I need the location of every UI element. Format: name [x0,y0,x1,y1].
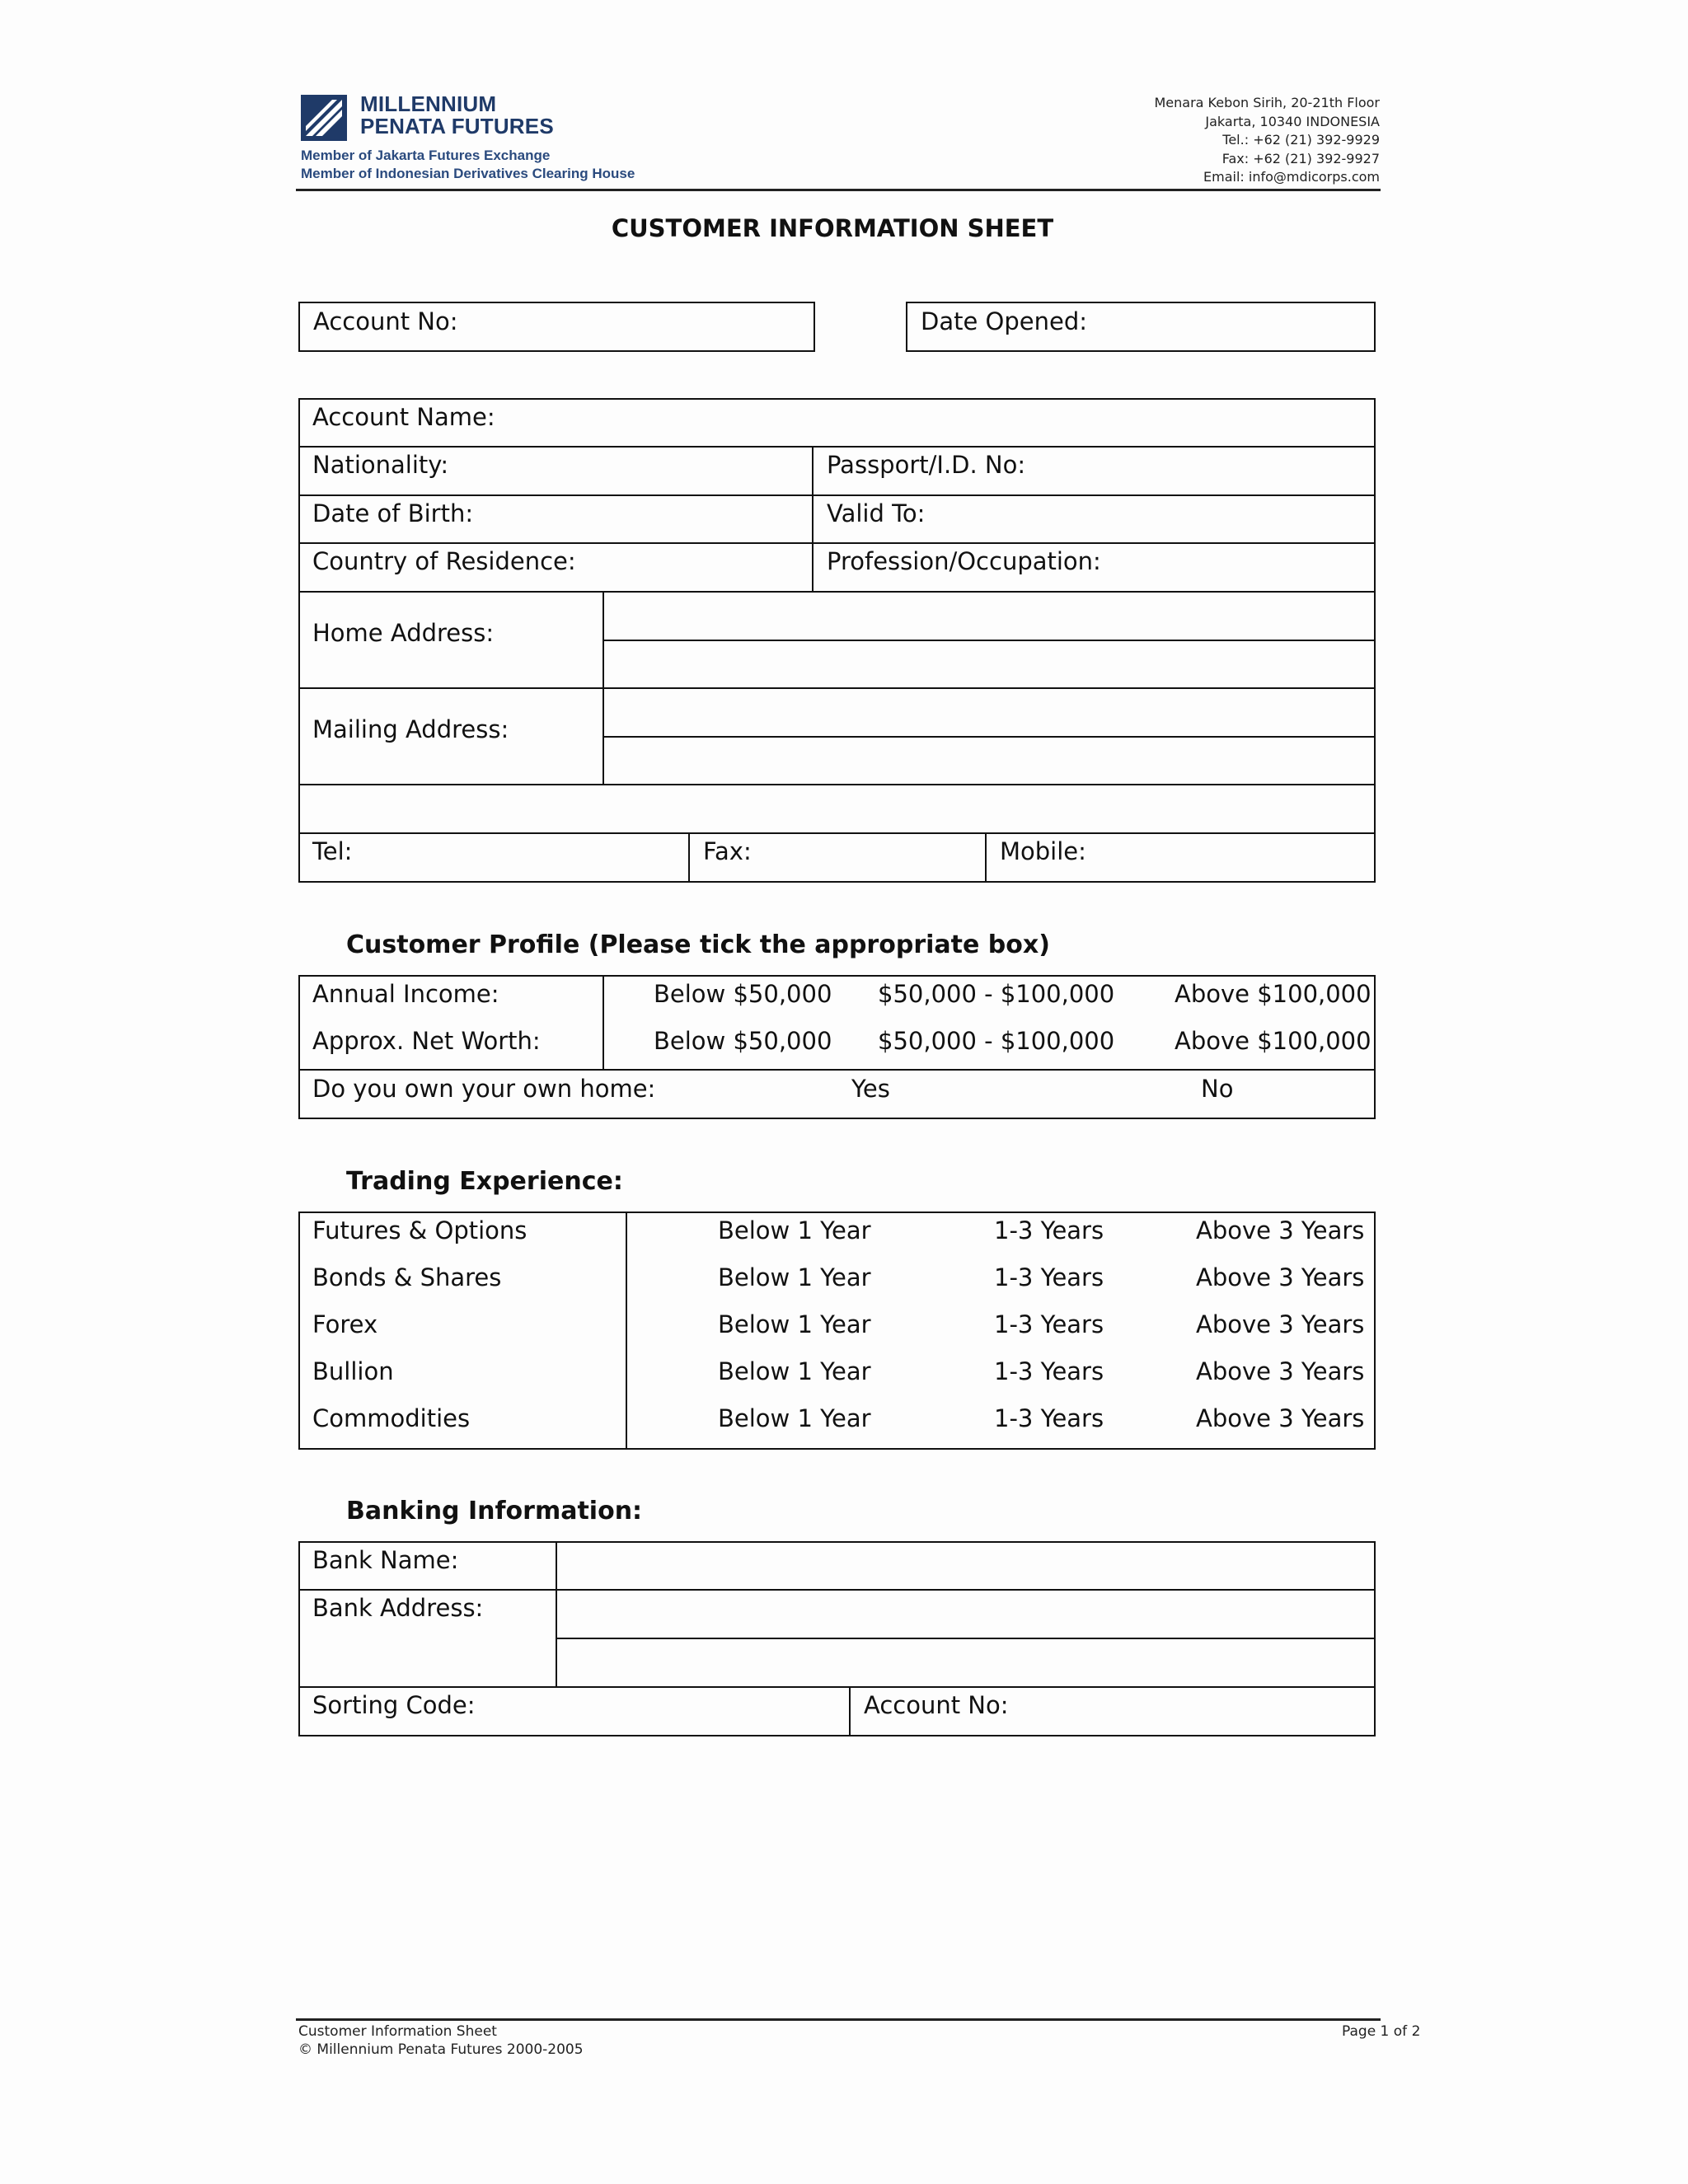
divider [298,494,1376,496]
net-worth-option-above-100k[interactable]: Above $100,000 [1175,1027,1372,1055]
trading-option-above-3-years[interactable]: Above 3 Years [1196,1216,1365,1244]
annual-income-label: Annual Income: [312,980,499,1008]
dob-label: Date of Birth: [312,499,474,527]
trading-option-above-3-years[interactable]: Above 3 Years [1196,1404,1365,1432]
mailing-address-field[interactable] [604,689,1376,784]
trading-row-label: Commodities [312,1404,471,1432]
account-no-label: Account No: [313,307,458,335]
bank-name-label: Bank Name: [312,1546,459,1574]
country-label: Country of Residence: [312,547,576,575]
fax-label: Fax: [703,837,752,865]
nationality-label: Nationality: [312,451,449,479]
address-line: Email: info@mdicorps.com [1203,169,1380,185]
mobile-label: Mobile: [1000,837,1086,865]
bank-account-no-label: Account No: [864,1691,1009,1719]
trading-option-below-1-year[interactable]: Below 1 Year [718,1310,871,1338]
trading-option-1-3-years[interactable]: 1-3 Years [994,1310,1104,1338]
bank-address-label: Bank Address: [312,1594,484,1622]
trading-row-label: Futures & Options [312,1216,528,1244]
banking-information-title: Banking Information: [346,1497,643,1526]
trading-option-below-1-year[interactable]: Below 1 Year [718,1404,871,1432]
home-address-field[interactable] [604,593,1376,687]
date-opened-label: Date Opened: [921,307,1088,335]
footer-copyright: © Millennium Penata Futures 2000-2005 [298,2041,584,2058]
trading-option-below-1-year[interactable]: Below 1 Year [718,1216,871,1244]
own-home-label: Do you own your own home: [312,1075,656,1103]
divider [298,1686,1376,1688]
net-worth-label: Approx. Net Worth: [312,1027,541,1055]
trading-row-label: Bullion [312,1357,394,1385]
income-option-50k-100k[interactable]: $50,000 - $100,000 [878,980,1115,1008]
divider [626,1212,627,1450]
divider [688,832,690,883]
account-name-field[interactable] [298,398,1376,446]
company-logo-icon [301,95,347,141]
divider [298,542,1376,544]
valid-to-label: Valid To: [827,499,926,527]
profession-label: Profession/Occupation: [827,547,1101,575]
trading-experience-title: Trading Experience: [346,1167,623,1196]
divider [985,832,987,883]
net-worth-option-below-50k[interactable]: Below $50,000 [654,1027,832,1055]
own-home-yes-option[interactable]: Yes [851,1075,890,1103]
trading-option-1-3-years[interactable]: 1-3 Years [994,1263,1104,1291]
company-name-line2: PENATA FUTURES [360,114,554,138]
bank-name-field[interactable] [557,1543,1376,1589]
trading-option-above-3-years[interactable]: Above 3 Years [1196,1357,1365,1385]
trading-option-above-3-years[interactable]: Above 3 Years [1196,1310,1365,1338]
divider [298,784,1376,785]
account-name-label: Account Name: [312,403,495,431]
address-line: Tel.: +62 (21) 392-9929 [1222,132,1380,148]
tel-label: Tel: [312,837,353,865]
address-line: Jakarta, 10340 INDONESIA [1205,113,1380,129]
trading-option-below-1-year[interactable]: Below 1 Year [718,1263,871,1291]
home-address-label: Home Address: [312,619,495,647]
address-line: Fax: +62 (21) 392-9927 [1221,150,1380,166]
trading-option-1-3-years[interactable]: 1-3 Years [994,1216,1104,1244]
date-opened-field[interactable] [906,302,1376,352]
divider [849,1686,851,1736]
own-home-no-option[interactable]: No [1201,1075,1234,1103]
trading-option-below-1-year[interactable]: Below 1 Year [718,1357,871,1385]
member-line-1: Member of Jakarta Futures Exchange [301,148,551,163]
trading-option-above-3-years[interactable]: Above 3 Years [1196,1263,1365,1291]
account-no-field[interactable] [298,302,815,352]
trading-option-1-3-years[interactable]: 1-3 Years [994,1404,1104,1432]
company-address [1154,94,1380,187]
passport-label: Passport/I.D. No: [827,451,1026,479]
footer-divider [296,2018,1381,2021]
divider [812,446,814,593]
company-name-line1: MILLENNIUM [360,91,497,116]
bank-address-field[interactable] [557,1591,1376,1686]
company-name [360,93,554,138]
income-option-below-50k[interactable]: Below $50,000 [654,980,832,1008]
trading-row-label: Forex [312,1310,378,1338]
trading-row-label: Bonds & Shares [312,1263,502,1291]
divider [298,832,1376,834]
customer-profile-title: Customer Profile (Please tick the appropriate box) [346,930,1050,959]
header-divider [296,189,1381,191]
sorting-code-label: Sorting Code: [312,1691,476,1719]
net-worth-option-50k-100k[interactable]: $50,000 - $100,000 [878,1027,1115,1055]
divider [298,1069,1376,1071]
footer-doc-name: Customer Information Sheet [298,2023,497,2040]
trading-option-1-3-years[interactable]: 1-3 Years [994,1357,1104,1385]
address-line: Menara Kebon Sirih, 20-21th Floor [1154,95,1380,110]
divider [298,1589,556,1591]
income-option-above-100k[interactable]: Above $100,000 [1175,980,1372,1008]
page-title: CUSTOMER INFORMATION SHEET [611,214,1054,242]
member-line-2: Member of Indonesian Derivatives Clearing House [301,166,635,181]
divider [603,975,604,1070]
footer-page-number: Page 1 of 2 [1342,2023,1421,2040]
mailing-address-label: Mailing Address: [312,715,509,743]
divider [298,446,1376,448]
